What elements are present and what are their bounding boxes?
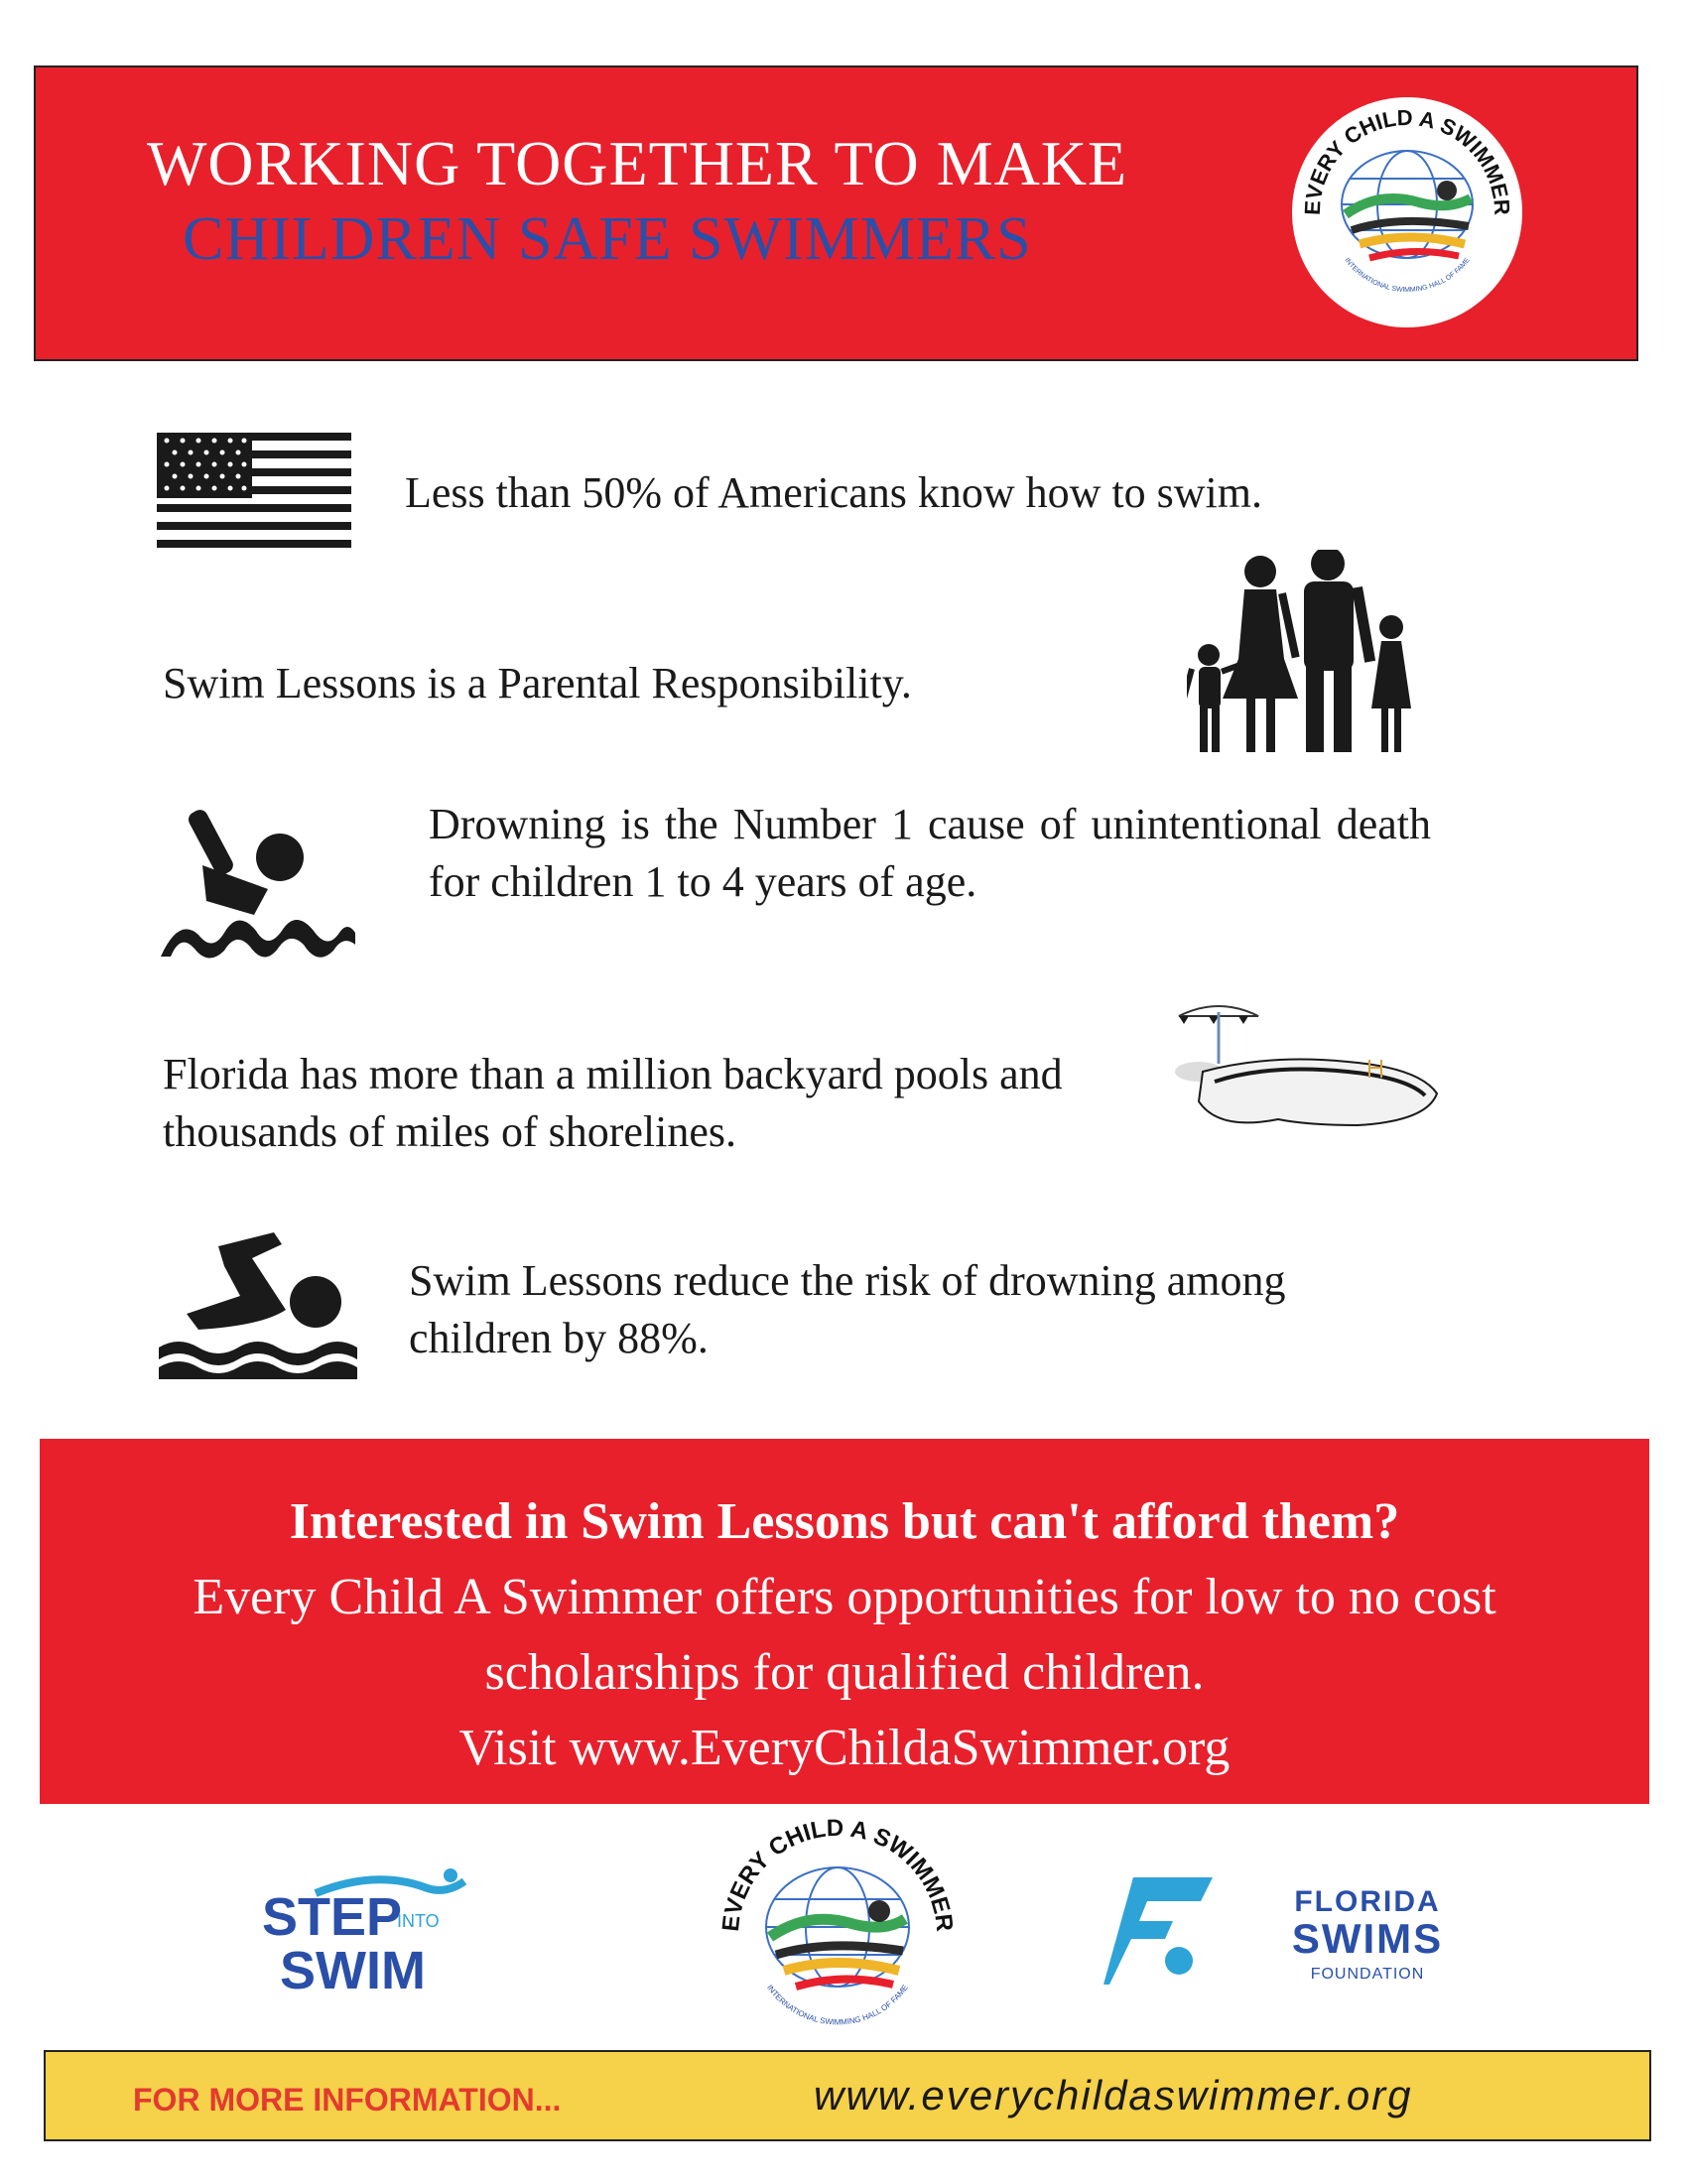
family-silhouette-icon — [1187, 550, 1429, 758]
swimmer-icon — [159, 1230, 357, 1379]
logo-into-text: INTO — [397, 1911, 440, 1931]
florida-swims-foundation-logo — [1103, 1873, 1461, 1992]
fact-parental-responsibility: Swim Lessons is a Parental Responsibility. — [163, 659, 912, 707]
banner-body: Every Child A Swimmer offers opportunities for low to no cost scholarships for qualified children. — [193, 1569, 1496, 1701]
logo-swims-text: SWIMS — [1291, 1915, 1444, 1962]
every-child-a-swimmer-logo — [1290, 95, 1524, 329]
drowning-person-icon — [159, 806, 357, 964]
fact-drowning-cause: Drowning is the Number 1 cause of unintentional death for children 1 to 4 years of age. — [429, 800, 1431, 906]
step-into-swim-logo — [256, 1862, 484, 2000]
every-child-a-swimmer-logo-bottom — [709, 1806, 967, 2064]
logo-foundation-text: FOUNDATION — [1310, 1966, 1425, 1983]
footer-label: FOR MORE INFORMATION... — [133, 2082, 562, 2118]
header-title-line1: WORKING TOGETHER TO MAKE — [147, 128, 1128, 198]
banner-question: Interested in Swim Lessons but can't afford them? — [289, 1493, 1400, 1550]
logo-bottom-text: INTERNATIONAL SWIMMING HALL OF FAME — [1343, 256, 1472, 295]
us-flag-icon — [157, 433, 351, 556]
fact-risk-reduction: Swim Lessons reduce the risk of drowning among children by 88%. — [409, 1256, 1286, 1362]
logo-step-text: STEP — [262, 1887, 403, 1947]
fact-florida-pools: Florida has more than a million backyard pools and thousands of miles of shorelines. — [163, 1050, 1063, 1156]
backyard-pool-icon — [1159, 1002, 1447, 1151]
header-title-line2: CHILDREN SAFE SWIMMERS — [183, 205, 1032, 273]
footer-bar — [44, 2050, 1651, 2141]
fact-americans-swim: Less than 50% of Americans know how to swim. — [405, 468, 1262, 517]
header-banner — [34, 65, 1638, 361]
logo-florida-text: FLORIDA — [1294, 1885, 1441, 1918]
logo-top-text: EVERY CHILD A SWIMMER — [1299, 104, 1515, 216]
banner-text — [40, 1484, 1649, 1786]
logo-swim-text: SWIM — [280, 1941, 426, 2000]
logo-bottom-bottom-text: INTERNATIONAL SWIMMING HALL OF FAME — [765, 1983, 910, 2027]
scholarship-banner — [40, 1439, 1649, 1804]
logo-bottom-top-text: EVERY CHILD A SWIMMER — [716, 1814, 959, 1933]
footer-url-link[interactable]: www.everychildaswimmer.org — [814, 2072, 1413, 2119]
banner-visit-link[interactable]: Visit www.EveryChildaSwimmer.org — [458, 1720, 1231, 1776]
